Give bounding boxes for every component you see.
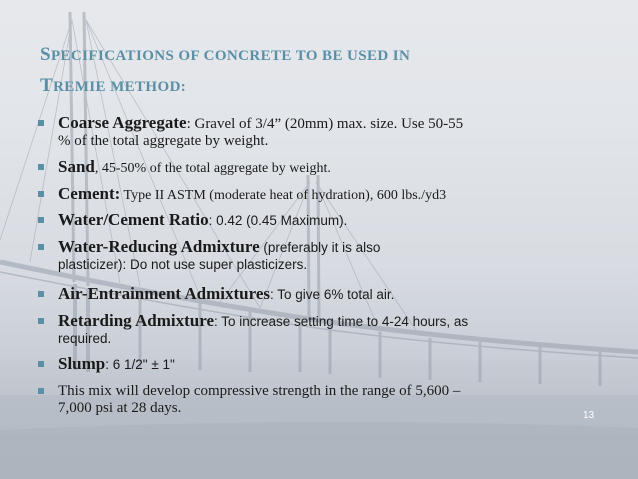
bullet-marker: [38, 244, 44, 250]
bullet-continuation: 7,000 psi at 28 days.: [58, 400, 182, 416]
bullet-text: : To increase setting time to 4-24 hours, as: [214, 314, 469, 329]
bullet-text: (preferably it is also: [259, 240, 381, 255]
bullet-marker: [38, 120, 44, 126]
bullet-marker: [38, 361, 44, 367]
bullet-term: Cement:: [58, 184, 121, 203]
bullet-slump: [58, 354, 558, 374]
bullet-sand: [58, 157, 558, 177]
bullet-water-cement-ratio: [58, 210, 558, 230]
bullet-text: : Gravel of 3/4” (20mm) max. size. Use 50-55: [186, 116, 464, 132]
bullet-marker: [38, 217, 44, 223]
bullet-marker: [38, 318, 44, 324]
bullet-term: Water/Cement Ratio: [58, 210, 209, 229]
bullet-term: Sand: [58, 157, 95, 176]
bullet-marker: [38, 164, 44, 170]
bullet-continuation: plasticizer): Do not use super plasticizers.: [58, 257, 308, 272]
bullet-text: Type II ASTM (moderate heat of hydration), 600 lbs./yd3: [120, 188, 447, 203]
slide-title: [40, 40, 600, 102]
bullet-term: Water-Reducing Admixture: [58, 237, 260, 256]
page-number: 13: [583, 410, 595, 421]
bullet-text: : 0.42 (0.45 Maximum).: [208, 213, 348, 228]
bullet-term: Slump: [58, 354, 106, 373]
bullet-compressive-strength: [58, 383, 558, 417]
bullet-retarding-admixture: [58, 311, 558, 346]
bullet-text: This mix will develop compressive strength in the range of 5,600 –: [58, 383, 461, 399]
bullet-marker: [38, 191, 44, 197]
bullet-air-entrainment-admixtures: [58, 284, 558, 304]
bullet-term: Retarding Admixture: [58, 311, 214, 330]
bullet-text: : To give 6% total air.: [270, 287, 395, 302]
bullet-coarse-aggregate: [58, 113, 558, 150]
bullet-term: Coarse Aggregate: [58, 113, 187, 132]
bullet-cement: [58, 184, 558, 204]
title-line-1: SPECIFICATIONS OF CONCRETE TO BE USED IN: [40, 44, 411, 65]
bullet-continuation: required.: [58, 331, 112, 346]
bullet-marker: [38, 291, 44, 297]
bullet-continuation: % of the total aggregate by weight.: [58, 133, 269, 149]
title-line-2: TREMIE METHOD:: [40, 75, 187, 96]
bullet-text: : 6 1/2" ± 1": [105, 357, 175, 372]
bullet-marker: [38, 388, 44, 394]
bullet-text: , 45-50% of the total aggregate by weight.: [94, 161, 331, 176]
bullet-water-reducing-admixture: [58, 237, 558, 272]
bullet-term: Air-Entrainment Admixtures: [58, 284, 271, 303]
